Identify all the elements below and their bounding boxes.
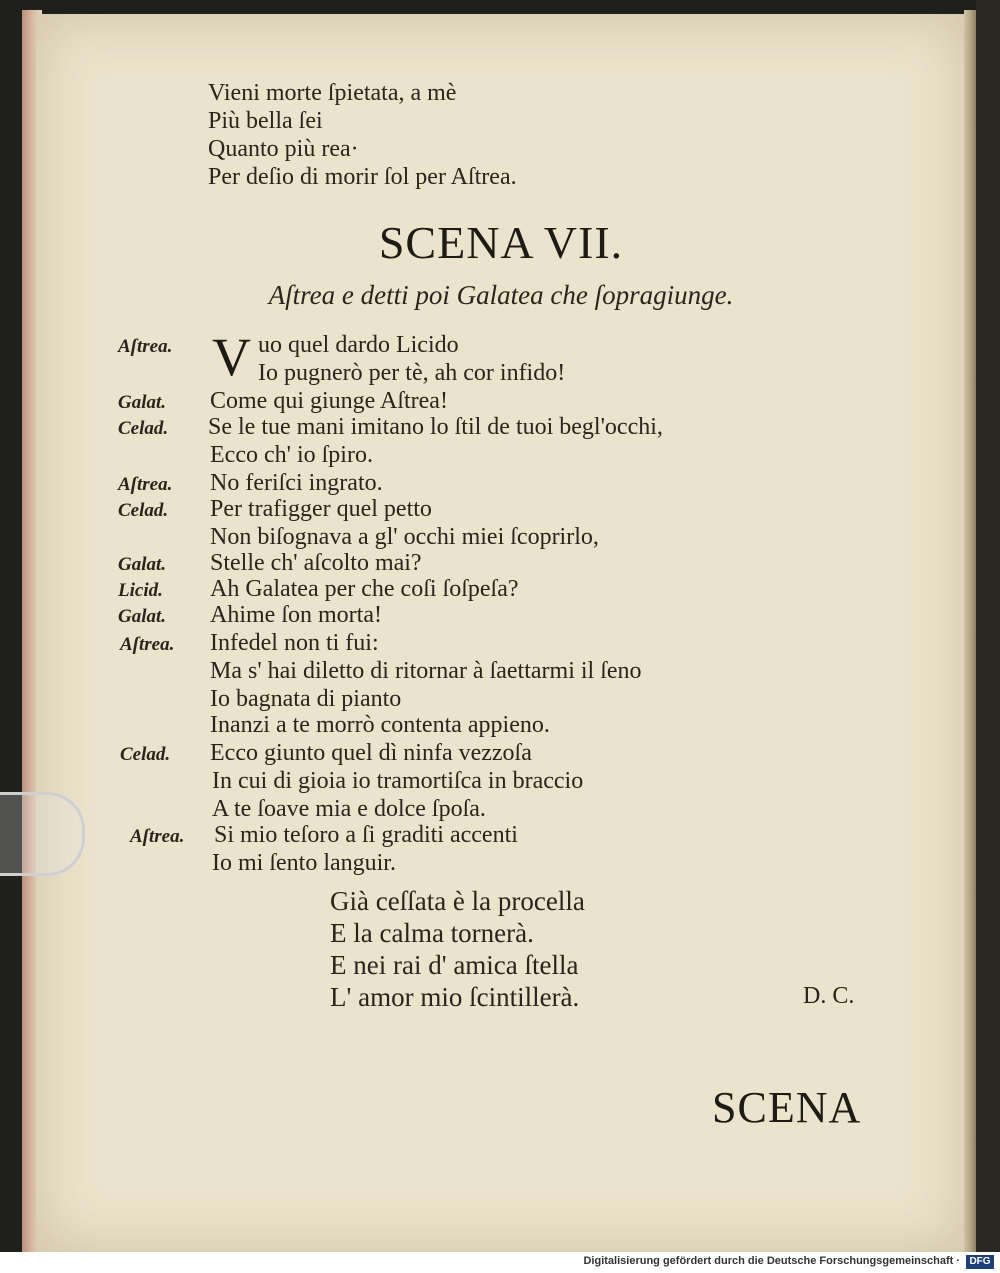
dialogue-line: uo quel dardo Licido — [258, 332, 459, 358]
speaker-label: Aſtrea. — [118, 474, 173, 495]
dialogue-line: No feriſci ingrato. — [210, 470, 383, 496]
footer-bar — [0, 1252, 1000, 1273]
speaker-label: Galat. — [118, 554, 167, 575]
dialogue-line: Infedel non ti fui: — [210, 630, 379, 656]
dialogue-line: Io bagnata di pianto — [210, 686, 402, 712]
speaker-label: Celad. — [120, 744, 171, 765]
verse-line: Vieni morte ſpietata, a mè — [208, 80, 457, 106]
speaker-label: Licid. — [118, 580, 163, 601]
dialogue-line: Ahime ſon morta! — [210, 602, 382, 628]
verse-line: Più bella ſei — [208, 108, 323, 134]
dialogue-line: Se le tue mani imitano lo ſtil de tuoi begl'occhi, — [208, 414, 663, 440]
stage-direction: Aſtrea e detti poi Galatea che ſopragiunge. — [268, 280, 734, 310]
dialogue-line: Io mi ſento languir. — [212, 850, 396, 876]
aria-line: Già ceſſata è la procella — [330, 886, 585, 916]
catchword: SCENA — [712, 1083, 862, 1132]
aria-line: E la calma tornerà. — [330, 918, 534, 948]
dialogue-line: Per trafigger quel petto — [210, 496, 432, 522]
dialogue-line: Ma s' hai diletto di ritornar à ſaettarmi il ſeno — [210, 658, 642, 684]
speaker-label: Galat. — [118, 392, 167, 413]
speaker-label: Galat. — [118, 606, 167, 627]
page-clip-icon — [0, 792, 85, 876]
dialogue-line: Ah Galatea per che coſi ſoſpeſa? — [210, 576, 519, 602]
drop-cap: V — [212, 327, 251, 387]
dialogue-line: Io pugnerò per tè, ah cor infido! — [258, 360, 566, 386]
aria-line: L' amor mio ſcintillerà. — [330, 982, 580, 1012]
dialogue-line: Si mio teſoro a ſi graditi accenti — [214, 822, 518, 848]
dialogue-line: Ecco ch' io ſpiro. — [210, 442, 373, 468]
speaker-label: Aſtrea. — [120, 634, 175, 655]
scene-heading: SCENA VII. — [378, 217, 624, 268]
speaker-label: Aſtrea. — [118, 336, 173, 357]
dialogue-line: Inanzi a te morrò contenta appieno. — [210, 712, 550, 738]
scan-border-right — [976, 0, 1000, 1252]
aria-line: E nei rai d' amica ſtella — [330, 950, 579, 980]
dialogue-line: Come qui giunge Aſtrea! — [210, 388, 448, 414]
speaker-label: Celad. — [118, 418, 169, 439]
speaker-label: Celad. — [118, 500, 169, 521]
dialogue-line: Stelle ch' aſcolto mai? — [210, 550, 422, 576]
da-capo-mark: D. C. — [803, 983, 855, 1009]
book-page — [36, 14, 966, 1252]
footer-credit: Digitalisierung gefördert durch die Deutsche Forschungsgemeinschaft · — [583, 1255, 960, 1267]
verse-line: Quanto più rea· — [208, 136, 359, 162]
speaker-label: Aſtrea. — [130, 826, 185, 847]
dialogue-line: A te ſoave mia e dolce ſpoſa. — [212, 796, 486, 822]
dfg-logo-icon: DFG — [966, 1255, 994, 1269]
verse-line: Per deſio di morir ſol per Aſtrea. — [208, 164, 517, 190]
dialogue-line: Ecco giunto quel dì ninfa vezzoſa — [210, 740, 532, 766]
dialogue-line: Non biſognava a gl' occhi miei ſcoprirlo, — [210, 524, 599, 550]
dialogue-line: In cui di gioia io tramortiſca in braccio — [212, 768, 584, 794]
page-edge-right — [964, 10, 976, 1254]
